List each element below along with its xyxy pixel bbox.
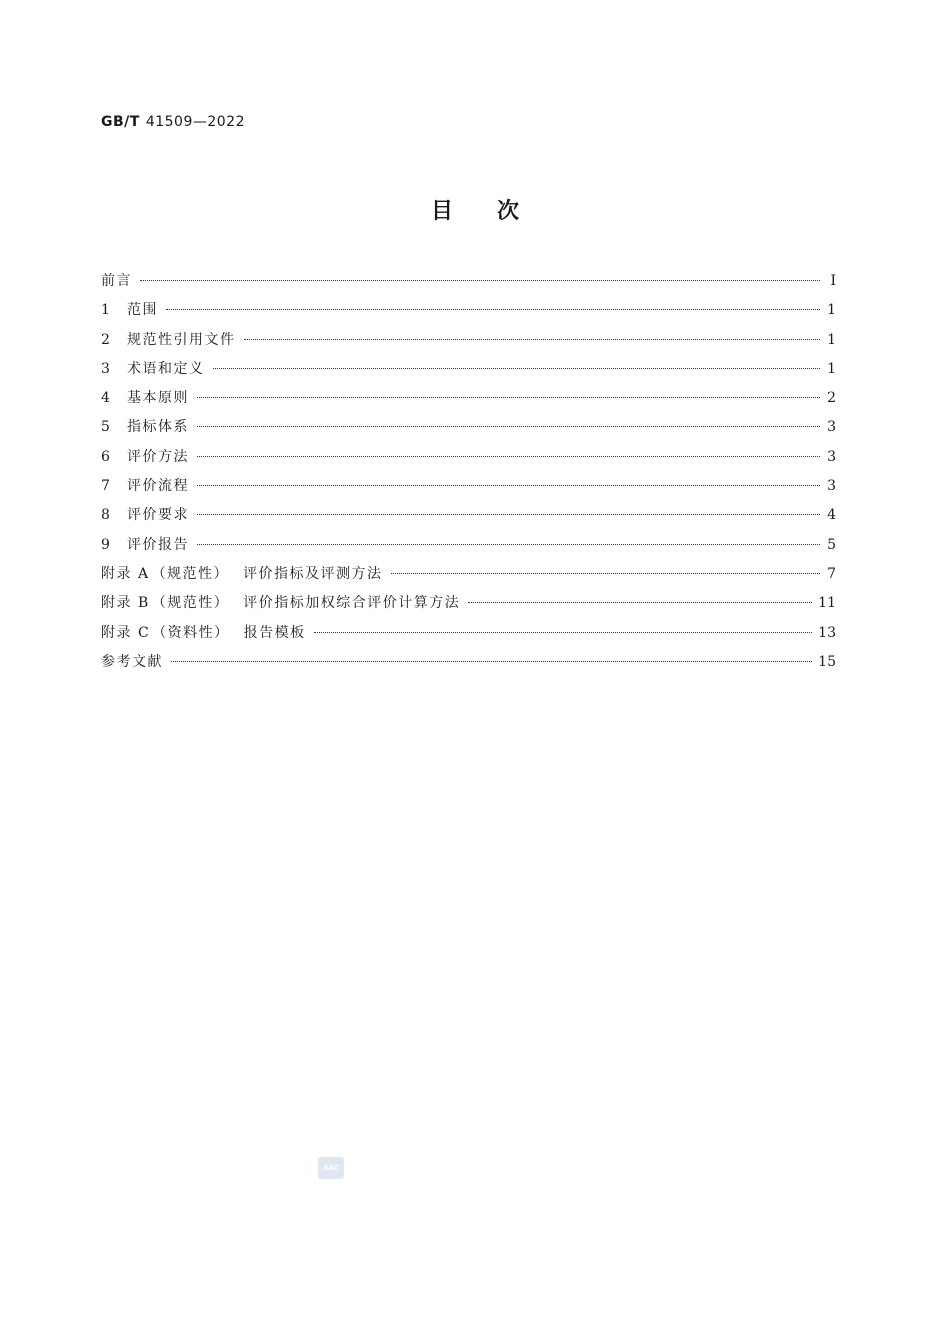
toc-page-number: 11 bbox=[818, 595, 836, 612]
toc-page-number: 1 bbox=[827, 331, 836, 348]
toc-leader bbox=[197, 426, 820, 427]
toc-page-number: Ⅰ bbox=[830, 273, 836, 289]
toc-entry-normative-references[interactable] bbox=[101, 329, 836, 358]
toc-page-number: 3 bbox=[827, 478, 836, 495]
toc-leader bbox=[468, 602, 812, 603]
toc-leader bbox=[197, 397, 820, 398]
toc-entry-number: 2 bbox=[101, 331, 112, 348]
toc-page-number: 7 bbox=[827, 565, 836, 582]
toc-entry-number: 5 bbox=[101, 419, 112, 436]
toc-entry-evaluation-report[interactable] bbox=[101, 534, 836, 563]
toc-entry-number: 9 bbox=[101, 536, 112, 553]
toc-entry-evaluation-process[interactable] bbox=[101, 475, 836, 504]
toc-entry-number: 3 bbox=[101, 360, 112, 377]
toc-leader bbox=[197, 514, 820, 515]
toc-entry-label: 指标体系 bbox=[127, 419, 189, 436]
toc-entry-number: 8 bbox=[101, 507, 112, 524]
toc-entry-scope[interactable] bbox=[101, 299, 836, 328]
toc-leader bbox=[166, 309, 820, 310]
toc-leader bbox=[197, 456, 820, 457]
toc-entry-label: 规范性引用文件 bbox=[127, 331, 236, 348]
toc-entry-label: 评价流程 bbox=[127, 478, 189, 495]
toc-entry-annex-b[interactable] bbox=[101, 592, 836, 621]
toc-leader bbox=[197, 544, 820, 545]
toc-leader bbox=[197, 485, 820, 486]
toc-leader bbox=[171, 661, 812, 662]
sac-watermark-logo bbox=[318, 1157, 344, 1179]
toc-page-number: 4 bbox=[827, 507, 836, 524]
toc-entry-label: 评价要求 bbox=[127, 507, 189, 524]
toc-page-number: 5 bbox=[827, 536, 836, 553]
toc-page-number: 15 bbox=[818, 653, 836, 670]
annex-label: 附录 A bbox=[101, 565, 150, 582]
annex-title: 报告模板 bbox=[243, 624, 306, 641]
toc-entry-label: 基本原则 bbox=[127, 390, 189, 407]
annex-title: 评价指标及评测方法 bbox=[243, 565, 383, 582]
toc-page-number: 3 bbox=[827, 448, 836, 465]
toc-entry-terms-definitions[interactable] bbox=[101, 358, 836, 387]
toc-title: 目次 bbox=[430, 199, 563, 224]
toc-page-number: 13 bbox=[818, 624, 836, 641]
toc-entry-label: 参考文献 bbox=[101, 653, 163, 670]
toc-leader bbox=[391, 573, 820, 574]
annex-type: （资料性） bbox=[152, 624, 230, 641]
toc-entry-label bbox=[101, 622, 306, 642]
toc-entry-evaluation-requirements[interactable] bbox=[101, 504, 836, 533]
toc-entry-number: 7 bbox=[101, 478, 112, 495]
toc-entry-label: 评价报告 bbox=[127, 536, 189, 553]
annex-type: （规范性） bbox=[151, 595, 230, 612]
toc-entry-foreword[interactable] bbox=[101, 270, 836, 299]
toc-leader bbox=[244, 339, 821, 340]
standard-prefix: GB/T bbox=[101, 114, 140, 130]
toc-leader bbox=[213, 368, 821, 369]
annex-type: （规范性） bbox=[151, 565, 230, 582]
toc-page-number: 1 bbox=[827, 302, 836, 319]
toc-entry-bibliography[interactable] bbox=[101, 651, 836, 680]
toc-entry-label bbox=[101, 563, 383, 583]
standard-number: 41509—2022 bbox=[145, 114, 245, 130]
toc-entry-annex-c[interactable] bbox=[101, 622, 836, 651]
toc-entry-evaluation-method[interactable] bbox=[101, 446, 836, 475]
toc-entry-basic-principles[interactable] bbox=[101, 387, 836, 416]
toc-page-number: 3 bbox=[827, 419, 836, 436]
toc-page-number: 1 bbox=[827, 360, 836, 377]
toc-leader bbox=[140, 280, 820, 281]
toc-page-number: 2 bbox=[827, 390, 836, 407]
standard-code bbox=[101, 114, 245, 130]
toc-leader bbox=[314, 632, 813, 633]
toc-entry-indicator-system[interactable] bbox=[101, 416, 836, 445]
toc-entry-number: 1 bbox=[101, 302, 112, 319]
toc-entry-label: 评价方法 bbox=[127, 448, 189, 465]
toc-entry-label: 术语和定义 bbox=[127, 360, 205, 377]
annex-title: 评价指标加权综合评价计算方法 bbox=[243, 595, 461, 612]
annex-label: 附录 C bbox=[101, 624, 151, 641]
toc-list bbox=[101, 270, 836, 680]
toc-entry-label bbox=[101, 592, 460, 612]
annex-label: 附录 B bbox=[101, 595, 150, 612]
toc-entry-number: 6 bbox=[101, 448, 112, 465]
toc-entry-label: 范围 bbox=[127, 302, 158, 319]
toc-entry-number: 4 bbox=[101, 390, 112, 407]
watermark-text: SAC bbox=[323, 1164, 339, 1172]
toc-entry-label: 前言 bbox=[101, 273, 132, 289]
toc-entry-annex-a[interactable] bbox=[101, 563, 836, 592]
